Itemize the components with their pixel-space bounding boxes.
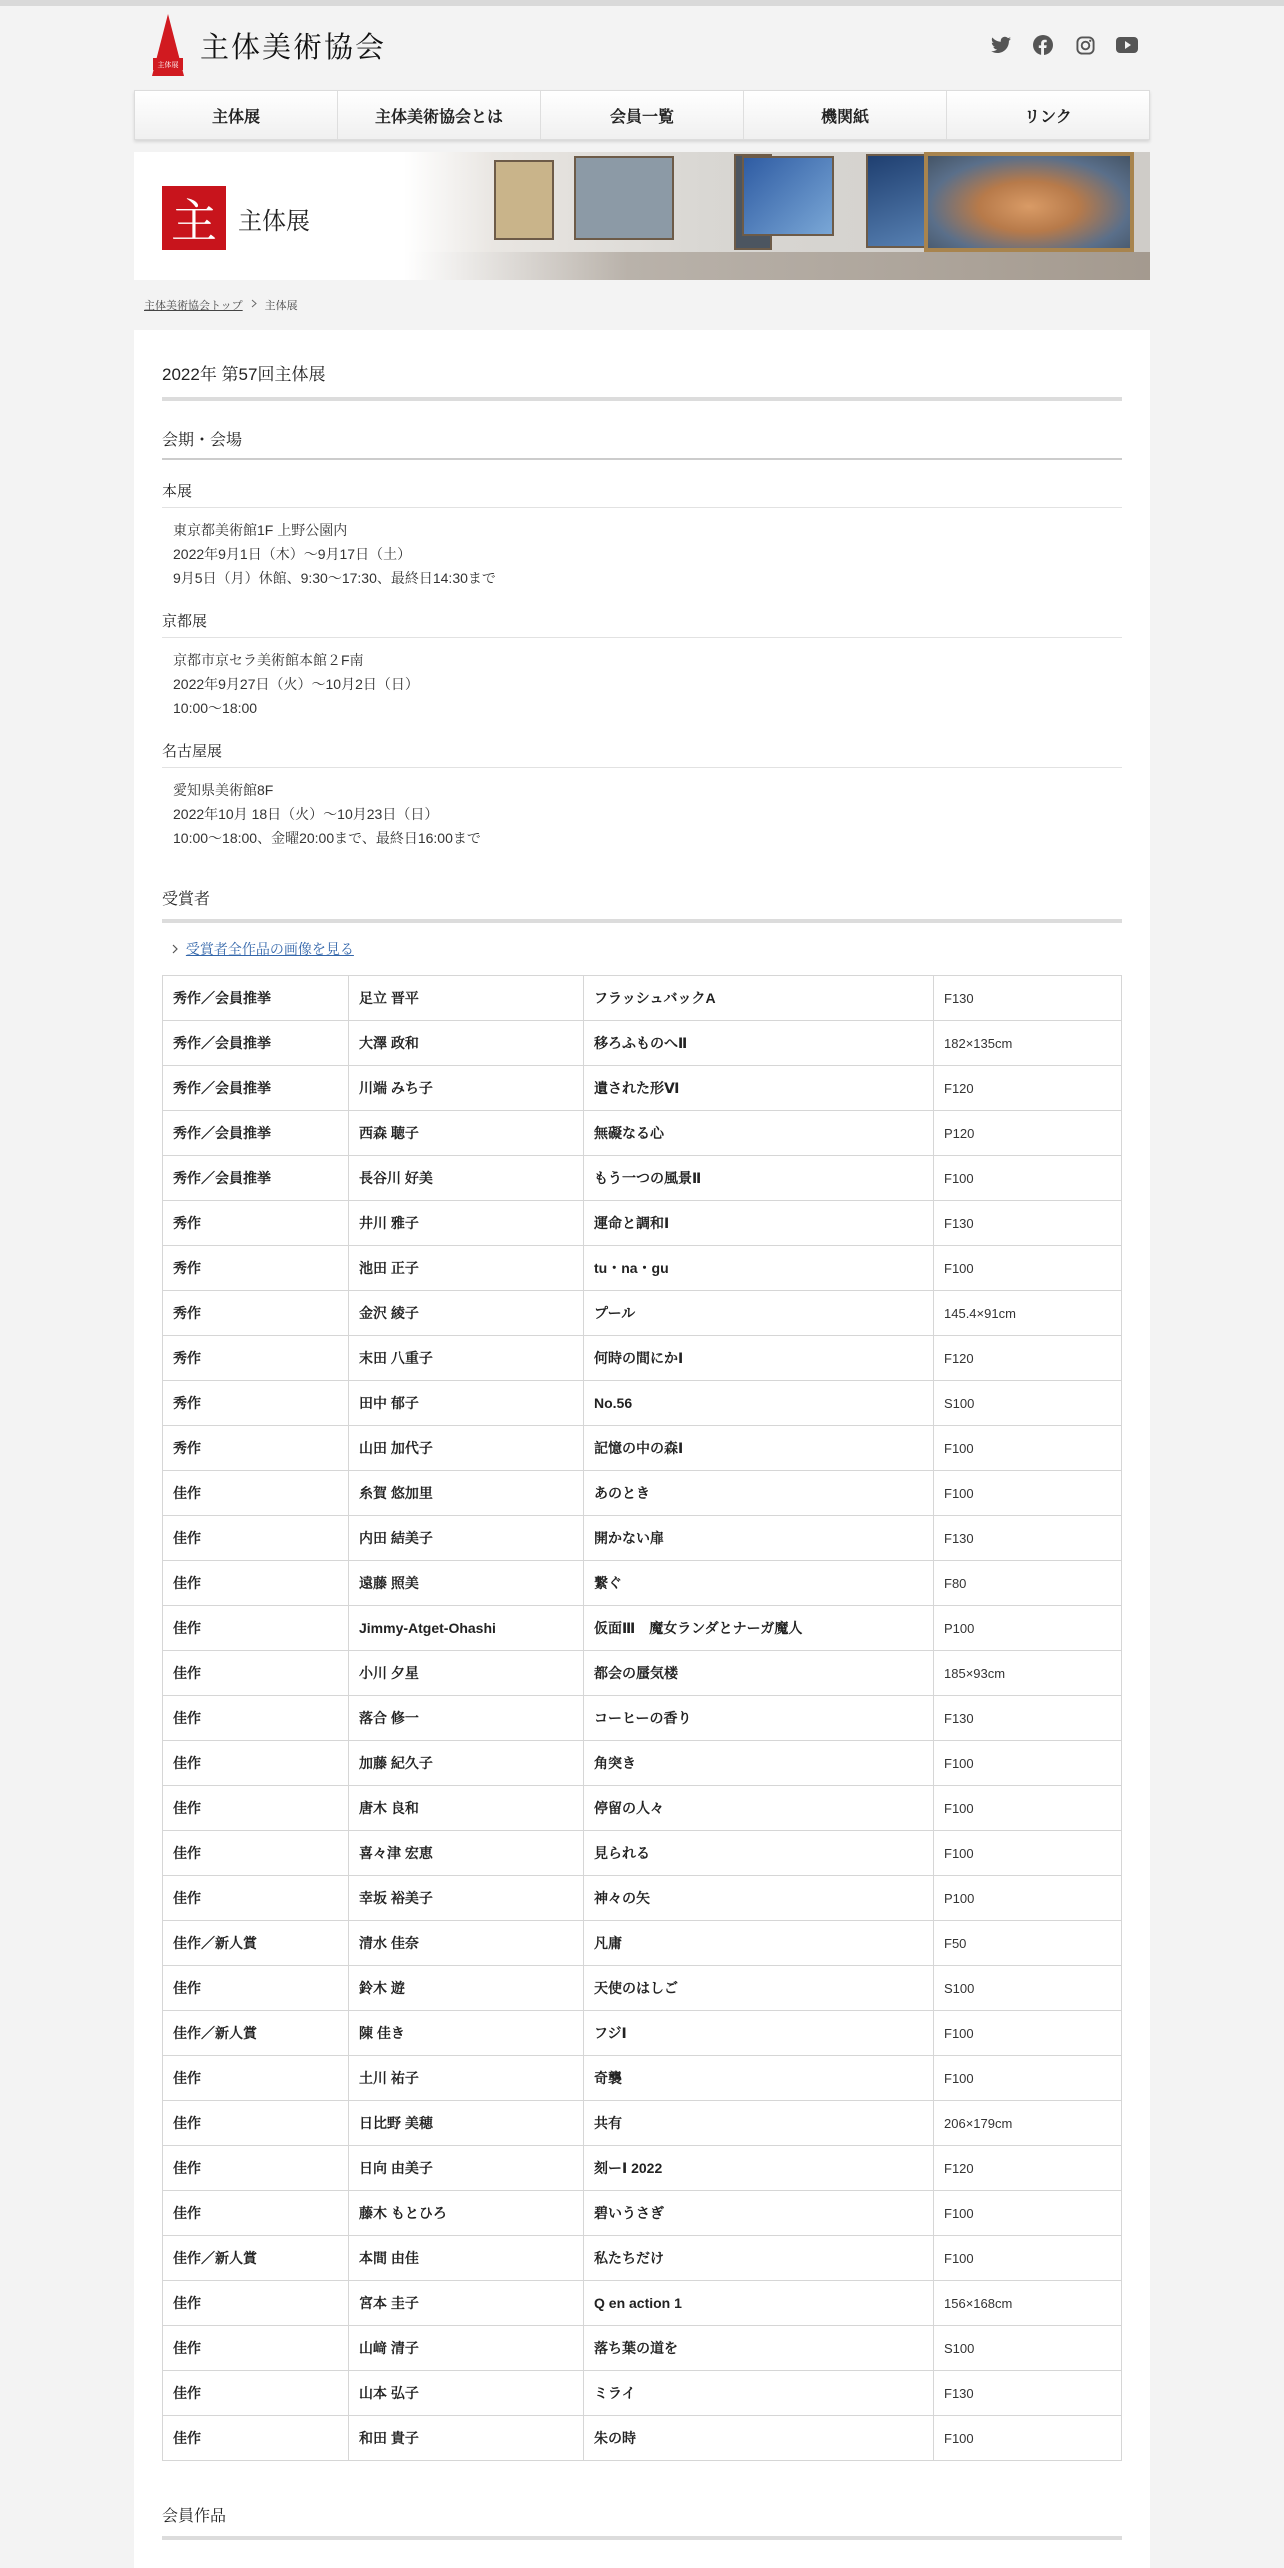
award-cell: 佳作／新人賞 [163, 2236, 349, 2281]
work-title-cell: もう一つの風景Ⅱ [584, 1156, 934, 1201]
venue-details [162, 638, 1122, 720]
award-cell: 佳作 [163, 2416, 349, 2461]
table-row [163, 2191, 1122, 2236]
venue-line: 2022年10月 18日（火）〜10月23日（日） [173, 806, 439, 822]
work-title-cell: 繋ぐ [584, 1561, 934, 1606]
venue-name: 名古屋展 [162, 740, 1122, 768]
youtube-icon[interactable] [1116, 34, 1138, 56]
site-logo-link[interactable] [134, 14, 386, 76]
artist-cell: 糸賀 悠加里 [349, 1471, 584, 1516]
work-title-cell: 神々の矢 [584, 1876, 934, 1921]
banner-kanji: 主 [162, 186, 226, 250]
table-row [163, 1471, 1122, 1516]
artist-cell: 内田 結美子 [349, 1516, 584, 1561]
award-cell: 佳作 [163, 1471, 349, 1516]
work-title-cell: 無礙なる心 [584, 1111, 934, 1156]
work-title-cell: Q en action 1 [584, 2281, 934, 2326]
table-row [163, 1336, 1122, 1381]
table-row [163, 2371, 1122, 2416]
table-row [163, 2101, 1122, 2146]
artist-cell: 宮本 圭子 [349, 2281, 584, 2326]
facebook-icon[interactable] [1032, 34, 1054, 56]
size-cell: F100 [934, 1426, 1122, 1471]
award-cell: 秀作 [163, 1246, 349, 1291]
table-row [163, 2326, 1122, 2371]
artist-cell: 金沢 綾子 [349, 1291, 584, 1336]
size-cell: F100 [934, 1471, 1122, 1516]
awards-images-link[interactable]: 受賞者全作品の画像を見る [185, 941, 354, 957]
award-cell: 佳作 [163, 1876, 349, 1921]
nav-item-bulletin[interactable]: 機関紙 [744, 91, 947, 139]
table-row [163, 2236, 1122, 2281]
table-row [163, 1876, 1122, 1921]
award-cell: 佳作 [163, 2146, 349, 2191]
award-cell: 佳作 [163, 2326, 349, 2371]
table-row [163, 1786, 1122, 1831]
table-row [163, 1606, 1122, 1651]
banner-floor [404, 252, 1150, 280]
award-cell: 秀作／会員推挙 [163, 976, 349, 1021]
nav-item-shutaiten[interactable]: 主体展 [135, 91, 338, 139]
nav-item-about[interactable]: 主体美術協会とは [338, 91, 541, 139]
venue-line: 10:00〜18:00、金曜20:00まで、最終日16:00まで [173, 830, 481, 846]
work-title-cell: 仮面Ⅲ 魔女ランダとナーガ魔人 [584, 1606, 934, 1651]
award-cell: 秀作 [163, 1426, 349, 1471]
logo-mark-text: 主体展 [157, 61, 179, 69]
venue-line: 10:00〜18:00 [173, 700, 258, 716]
award-cell: 佳作 [163, 2191, 349, 2236]
size-cell: F100 [934, 1246, 1122, 1291]
work-title-cell: 刻ーⅠ 2022 [584, 2146, 934, 2191]
award-cell: 秀作 [163, 1291, 349, 1336]
table-row [163, 1246, 1122, 1291]
size-cell: 206×179cm [934, 2101, 1122, 2146]
work-title-cell: 何時の間にかⅠ [584, 1336, 934, 1381]
artist-cell: 山﨑 清子 [349, 2326, 584, 2371]
size-cell: F100 [934, 2191, 1122, 2236]
award-cell: 佳作 [163, 1966, 349, 2011]
award-cell: 秀作 [163, 1336, 349, 1381]
artist-cell: Jimmy-Atget-Ohashi [349, 1606, 584, 1651]
artist-cell: 藤木 もとひろ [349, 2191, 584, 2236]
size-cell: F120 [934, 1066, 1122, 1111]
work-title-cell: プール [584, 1291, 934, 1336]
period-heading: 会期・会場 [162, 427, 1122, 460]
artist-cell: 西森 聴子 [349, 1111, 584, 1156]
artist-cell: 小川 夕星 [349, 1651, 584, 1696]
award-cell: 佳作 [163, 1651, 349, 1696]
size-cell: S100 [934, 1381, 1122, 1426]
table-row [163, 1696, 1122, 1741]
size-cell: F130 [934, 976, 1122, 1021]
award-cell: 佳作 [163, 1831, 349, 1876]
artist-cell: 幸坂 裕美子 [349, 1876, 584, 1921]
artist-cell: 清水 佳奈 [349, 1921, 584, 1966]
work-title-cell: 私たちだけ [584, 2236, 934, 2281]
artist-cell: 唐木 良和 [349, 1786, 584, 1831]
awards-link-row [162, 939, 1122, 959]
venue-line: 9月5日（月）休館、9:30〜17:30、最終日14:30まで [173, 570, 496, 586]
artist-cell: 和田 貴子 [349, 2416, 584, 2461]
work-title-cell: 角突き [584, 1741, 934, 1786]
work-title-cell: 碧いうさぎ [584, 2191, 934, 2236]
award-cell: 佳作 [163, 1741, 349, 1786]
table-row [163, 2146, 1122, 2191]
size-cell: F100 [934, 2236, 1122, 2281]
table-row [163, 1516, 1122, 1561]
work-title-cell: No.56 [584, 1381, 934, 1426]
artist-cell: 大澤 政和 [349, 1021, 584, 1066]
work-title-cell: フラッシュバックA [584, 976, 934, 1021]
banner-painting [494, 160, 554, 240]
logo-mark-icon [150, 14, 186, 76]
page-banner [134, 152, 1150, 280]
work-title-cell: 凡庸 [584, 1921, 934, 1966]
size-cell: P100 [934, 1606, 1122, 1651]
artist-cell: 加藤 紀久子 [349, 1741, 584, 1786]
awards-table-body [163, 976, 1122, 2461]
award-cell: 佳作 [163, 2281, 349, 2326]
award-cell: 佳作 [163, 1516, 349, 1561]
artist-cell: 鈴木 遊 [349, 1966, 584, 2011]
artist-cell: 喜々津 宏恵 [349, 1831, 584, 1876]
work-title-cell: コーヒーの香り [584, 1696, 934, 1741]
artist-cell: 本間 由佳 [349, 2236, 584, 2281]
venue-line: 愛知県美術館8F [173, 782, 274, 798]
size-cell: F100 [934, 2416, 1122, 2461]
table-row [163, 2281, 1122, 2326]
award-cell: 佳作 [163, 1606, 349, 1651]
nav-item-links[interactable]: リンク [1024, 108, 1072, 126]
size-cell: F130 [934, 2371, 1122, 2416]
table-row [163, 2056, 1122, 2101]
artist-cell: 山田 加代子 [349, 1426, 584, 1471]
award-cell: 秀作 [163, 1381, 349, 1426]
artist-cell: 山本 弘子 [349, 2371, 584, 2416]
artist-cell: 川端 みち子 [349, 1066, 584, 1111]
banner-title [162, 186, 310, 250]
artist-cell: 陳 佳き [349, 2011, 584, 2056]
size-cell: F100 [934, 1831, 1122, 1876]
artist-cell: 池田 正子 [349, 1246, 584, 1291]
award-cell: 佳作／新人賞 [163, 1921, 349, 1966]
table-row [163, 1021, 1122, 1066]
venue-name: 本展 [162, 480, 1122, 508]
chevron-right-icon [251, 299, 257, 311]
table-row [163, 1831, 1122, 1876]
sns-links [990, 34, 1138, 56]
work-title-cell: 停留の人々 [584, 1786, 934, 1831]
members-heading: 会員作品 [162, 2503, 1122, 2540]
size-cell: F100 [934, 1741, 1122, 1786]
award-cell: 佳作 [163, 2056, 349, 2101]
size-cell: F80 [934, 1561, 1122, 1606]
banner-painting [574, 156, 674, 240]
artist-cell: 末田 八重子 [349, 1336, 584, 1381]
table-row [163, 2011, 1122, 2056]
work-title-cell: 天使のはしご [584, 1966, 934, 2011]
main-content [134, 330, 1150, 2568]
work-title-cell: フジⅠ [584, 2011, 934, 2056]
size-cell: F100 [934, 2056, 1122, 2101]
award-cell: 秀作／会員推挙 [163, 1066, 349, 1111]
awards-heading: 受賞者 [162, 886, 1122, 923]
venue-line: 2022年9月27日（火）〜10月2日（日） [173, 676, 419, 692]
size-cell: F130 [934, 1516, 1122, 1561]
table-row [163, 976, 1122, 1021]
award-cell: 秀作 [163, 1201, 349, 1246]
banner-painting [742, 156, 834, 236]
site-title: 主体美術協会 [200, 31, 387, 64]
breadcrumb-home-link[interactable]: 主体美術協会トップ [144, 300, 243, 312]
award-cell: 佳作 [163, 2371, 349, 2416]
table-row [163, 1156, 1122, 1201]
work-title-cell: 共有 [584, 2101, 934, 2146]
work-title-cell: 運命と調和Ⅰ [584, 1201, 934, 1246]
award-cell: 佳作 [163, 1786, 349, 1831]
size-cell: S100 [934, 2326, 1122, 2371]
award-cell: 佳作 [163, 1696, 349, 1741]
work-title-cell: 遺された形Ⅵ [584, 1066, 934, 1111]
award-cell: 秀作／会員推挙 [163, 1021, 349, 1066]
size-cell: P120 [934, 1111, 1122, 1156]
work-title-cell: tu・na・gu [584, 1246, 934, 1291]
table-row [163, 1426, 1122, 1471]
artist-cell: 田中 郁子 [349, 1381, 584, 1426]
breadcrumb-current: 主体展 [264, 300, 298, 312]
artist-cell: 土川 祐子 [349, 2056, 584, 2101]
venue-line: 京都市京セラ美術館本館２F南 [173, 652, 364, 668]
work-title-cell: 落ち葉の道を [584, 2326, 934, 2371]
size-cell: F130 [934, 1696, 1122, 1741]
breadcrumb [134, 280, 1150, 330]
work-title-cell: 朱の時 [584, 2416, 934, 2461]
instagram-icon[interactable] [1074, 34, 1096, 56]
table-row [163, 1381, 1122, 1426]
page-title: 2022年 第57回主体展 [162, 352, 1122, 401]
award-cell: 秀作／会員推挙 [163, 1111, 349, 1156]
size-cell: F100 [934, 1786, 1122, 1831]
venue-name: 京都展 [162, 610, 1122, 638]
table-row [163, 1291, 1122, 1336]
nav-item-members[interactable]: 会員一覧 [541, 91, 744, 139]
work-title-cell: 都会の蜃気楼 [584, 1651, 934, 1696]
table-row [163, 1066, 1122, 1111]
size-cell: F120 [934, 2146, 1122, 2191]
site-header [134, 6, 1150, 84]
artist-cell: 井川 雅子 [349, 1201, 584, 1246]
size-cell: F130 [934, 1201, 1122, 1246]
award-cell: 佳作 [163, 2101, 349, 2146]
artist-cell: 日向 由美子 [349, 2146, 584, 2191]
global-nav [134, 90, 1150, 140]
table-row [163, 1111, 1122, 1156]
size-cell: F50 [934, 1921, 1122, 1966]
size-cell: F120 [934, 1336, 1122, 1381]
size-cell: F100 [934, 2011, 1122, 2056]
venue-details [162, 768, 1122, 850]
table-row [163, 1561, 1122, 1606]
award-cell: 秀作／会員推挙 [163, 1156, 349, 1201]
size-cell: P100 [934, 1876, 1122, 1921]
size-cell: 145.4×91cm [934, 1291, 1122, 1336]
venue-details [162, 508, 1122, 590]
chevron-right-icon [172, 941, 182, 957]
work-title-cell: 移ろふものへⅡ [584, 1021, 934, 1066]
artist-cell: 落合 修一 [349, 1696, 584, 1741]
venue-line: 東京都美術館1F 上野公園内 [173, 522, 348, 538]
work-title-cell: 開かない扉 [584, 1516, 934, 1561]
banner-painting [924, 152, 1134, 252]
size-cell: 182×135cm [934, 1021, 1122, 1066]
work-title-cell: ミライ [584, 2371, 934, 2416]
award-cell: 佳作 [163, 1561, 349, 1606]
size-cell: 156×168cm [934, 2281, 1122, 2326]
table-row [163, 1921, 1122, 1966]
twitter-icon[interactable] [990, 34, 1012, 56]
work-title-cell: 奇襲 [584, 2056, 934, 2101]
table-row [163, 1966, 1122, 2011]
work-title-cell: 見られる [584, 1831, 934, 1876]
artist-cell: 足立 晋平 [349, 976, 584, 1021]
award-cell: 佳作／新人賞 [163, 2011, 349, 2056]
table-row [163, 1201, 1122, 1246]
size-cell: 185×93cm [934, 1651, 1122, 1696]
work-title-cell: 記憶の中の森Ⅰ [584, 1426, 934, 1471]
artist-cell: 日比野 美穂 [349, 2101, 584, 2146]
table-row [163, 1741, 1122, 1786]
size-cell: F100 [934, 1156, 1122, 1201]
table-row [163, 2416, 1122, 2461]
size-cell: S100 [934, 1966, 1122, 2011]
awards-table [162, 975, 1122, 2461]
artist-cell: 長谷川 好美 [349, 1156, 584, 1201]
venue-line: 2022年9月1日（木）〜9月17日（土） [173, 546, 412, 562]
artist-cell: 遠藤 照美 [349, 1561, 584, 1606]
banner-title-text: 主体展 [238, 207, 310, 235]
work-title-cell: あのとき [584, 1471, 934, 1516]
table-row [163, 1651, 1122, 1696]
